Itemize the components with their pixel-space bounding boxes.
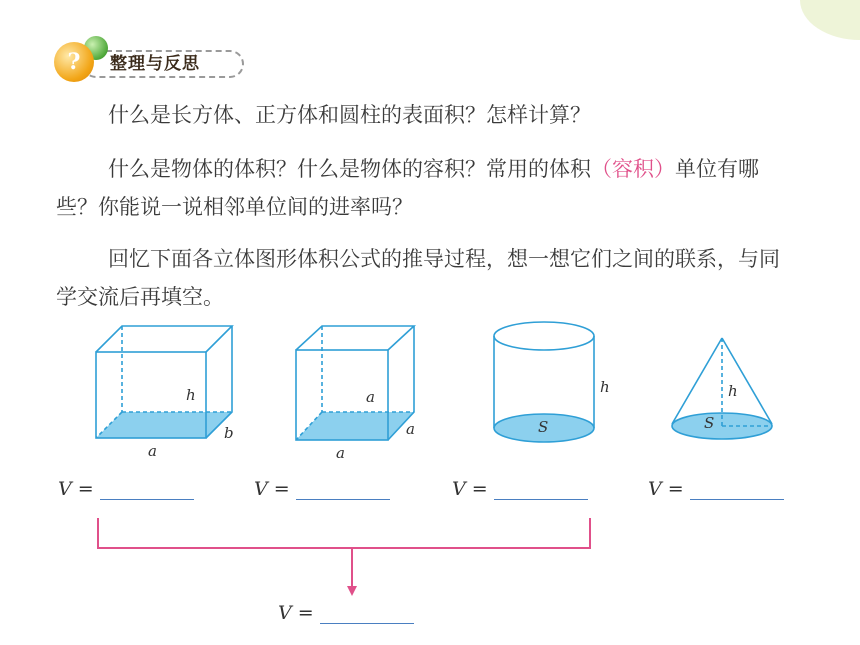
cube-edge-label-2: a (336, 444, 345, 462)
cuboid-width-label: b (224, 424, 234, 442)
formula-label: V = (648, 478, 684, 500)
cube-base (296, 412, 414, 440)
connector-bracket (98, 518, 590, 596)
cylinder-base-label: S (538, 418, 549, 436)
cone-figure (672, 338, 772, 439)
cube-formula (254, 478, 390, 500)
question-mark-icon: ? (54, 42, 94, 82)
question-2-highlight-b: 积） (633, 157, 675, 181)
cube-figure (296, 326, 414, 440)
cone-base-label: S (704, 414, 715, 432)
cube-formula-blank[interactable] (296, 481, 390, 500)
cuboid-length-label: a (148, 442, 157, 460)
formula-label: V = (254, 478, 290, 500)
cuboid-base (96, 412, 232, 438)
formula-label: V = (278, 602, 314, 624)
combined-formula-blank[interactable] (320, 605, 414, 624)
cuboid-height-label: h (186, 386, 196, 404)
section-title: 整理与反思 (110, 54, 200, 74)
cuboid-formula-blank[interactable] (100, 481, 194, 500)
cylinder-height-label: h (600, 378, 610, 396)
cylinder-formula-blank[interactable] (494, 481, 588, 500)
cone-height-label: h (728, 382, 738, 400)
combined-formula (278, 602, 414, 624)
formula-label: V = (452, 478, 488, 500)
cuboid-figure (96, 326, 232, 438)
question-1-text: 什么是长方体、正方体和圆柱的表面积？怎样计算？ (108, 103, 591, 127)
formula-label: V = (58, 478, 94, 500)
cone-formula (648, 478, 784, 500)
question-2-text-a: 什么是物体的体积？什么是物体的容积？常用的体积 (108, 157, 591, 181)
cuboid-formula (58, 478, 194, 500)
cube-edge-label-1: a (366, 388, 375, 406)
question-3-text: 回忆下面各立体图形体积公式的推导过程，想一想它们之间的联系，与同学交流后再填空。 (56, 247, 780, 309)
question-2-highlight-a: （容 (591, 157, 633, 181)
cube-edge-label-3: a (406, 420, 415, 438)
cone-formula-blank[interactable] (690, 481, 784, 500)
cylinder-formula (452, 478, 588, 500)
question-2-text-b: 单位有哪些？你能说一说相邻单位间的进率吗？ (56, 157, 759, 219)
